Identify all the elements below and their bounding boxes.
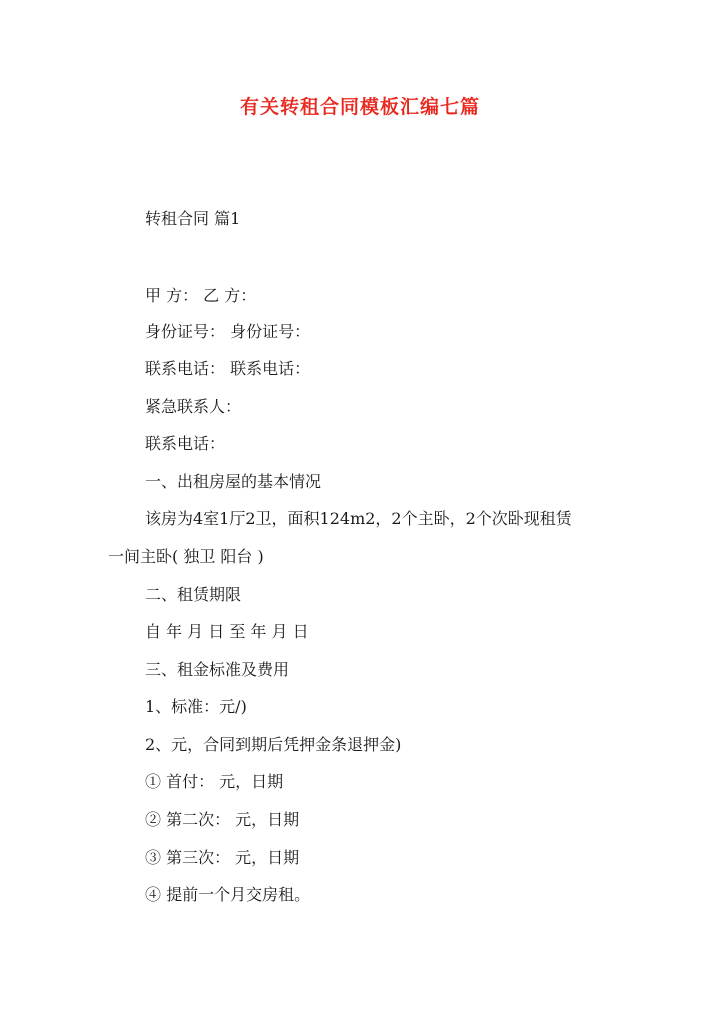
clause-heading: 三、租金标准及费用 [145,660,290,679]
clause-heading: 二、租赁期限 [145,585,242,604]
id-number-line: 身份证号： 身份证号： [145,322,311,341]
phone-line: 联系电话： 联系电话： [145,359,311,378]
list-item: ② 第二次： 元，日期 [145,810,300,829]
paragraph-continuation: 一间主卧( 独卫 阳台 ) [108,547,264,566]
document-title: 有关转租合同模板汇编七篇 [239,96,480,118]
paragraph-line: 该房为4室1厅2卫，面积124m2，2个主卧，2个次卧现租赁 [145,509,572,528]
list-item: ④ 提前一个月交房租。 [145,885,311,904]
party-line: 甲 方： 乙 方： [145,286,257,305]
emergency-contact-line: 紧急联系人： [145,397,242,416]
list-item: 1、标准：元/) [145,697,247,716]
section-heading: 转租合同 篇1 [145,209,241,228]
list-item: ③ 第三次： 元，日期 [145,848,300,867]
emergency-phone-line: 联系电话： [145,434,226,453]
clause-heading: 一、出租房屋的基本情况 [145,472,322,491]
period-line: 自 年 月 日 至 年 月 日 [145,622,309,641]
list-item: ① 首付： 元，日期 [145,772,284,791]
list-item: 2、元，合同到期后凭押金条退押金) [145,735,402,754]
